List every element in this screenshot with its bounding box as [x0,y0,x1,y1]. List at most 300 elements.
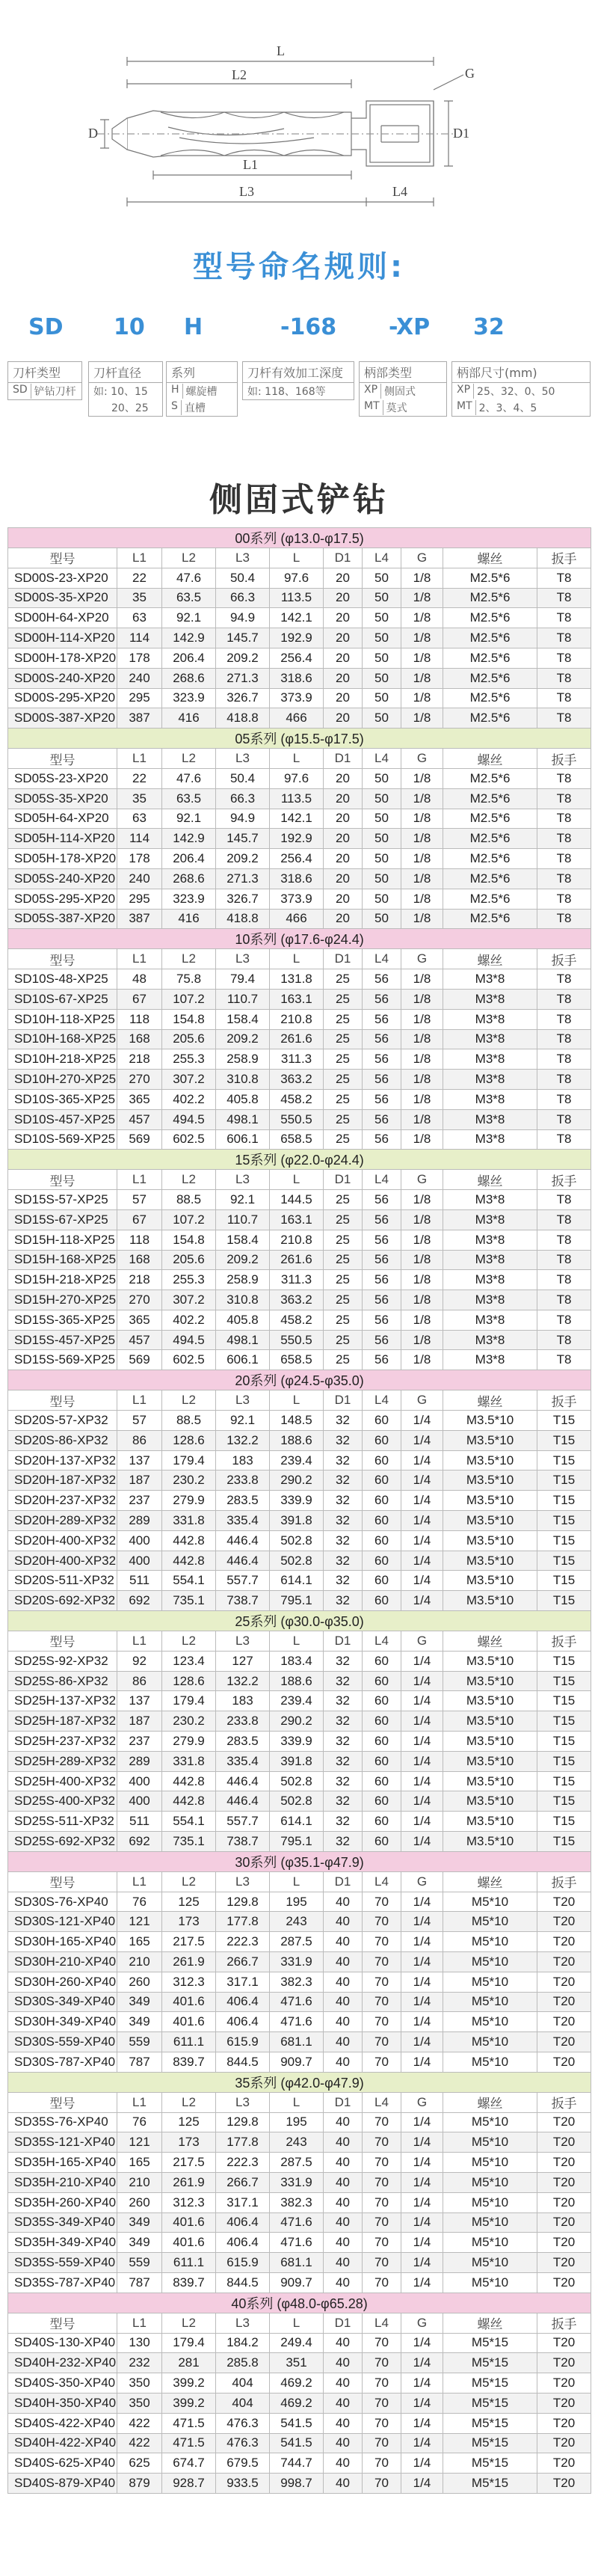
value-cell: T8 [537,568,591,588]
value-cell: 60 [363,1671,401,1691]
table-row [8,2112,591,2132]
value-cell: M3*8 [443,1270,537,1290]
value-cell: 50 [363,588,401,608]
value-cell: 50 [363,648,401,668]
value-cell: 40 [324,1992,363,2012]
value-cell: 40 [324,2373,363,2393]
value-cell: M2.5*6 [443,889,537,909]
value-cell: 192.9 [270,628,324,648]
value-cell: 142.1 [270,608,324,628]
model-cell: SD35S-121-XP40 [8,2132,117,2153]
value-cell: 209.2 [216,1250,270,1270]
value-cell: 50 [363,608,401,628]
value-cell: M2.5*6 [443,688,537,708]
value-cell: 70 [363,2333,401,2353]
model-cell: SD15S-57-XP25 [8,1190,117,1210]
value-cell: 1/8 [401,989,443,1009]
value-cell: 50 [363,768,401,788]
value-cell: 50 [363,849,401,869]
column-header: L [270,1170,324,1190]
value-cell: M5*15 [443,2433,537,2453]
dim-D1-label: D1 [453,126,469,141]
value-cell: 20 [324,668,363,688]
table-row [8,1250,591,1270]
value-cell: 40 [324,2112,363,2132]
model-cell: SD15S-365-XP25 [8,1310,117,1330]
box-value: 2、3、4、5 [478,402,537,414]
value-cell: 1/4 [401,2413,443,2433]
value-cell: 658.5 [270,1129,324,1150]
value-cell: 279.9 [162,1732,216,1752]
value-cell: 88.5 [162,1411,216,1431]
value-cell: 20 [324,849,363,869]
value-cell: 148.5 [270,1411,324,1431]
value-cell: 60 [363,1651,401,1671]
value-cell: 60 [363,1751,401,1771]
value-cell: 40 [324,2253,363,2273]
value-cell: T15 [537,1491,591,1511]
value-cell: 1/8 [401,809,443,829]
value-cell: 209.2 [216,849,270,869]
value-cell: 70 [363,1912,401,1932]
column-header: 扳手 [537,548,591,568]
value-cell: M5*10 [443,2012,537,2032]
value-cell: 1/8 [401,628,443,648]
value-cell: 1/4 [401,1832,443,1852]
series-title: 35系列 (φ42.0-φ47.9) [8,2072,591,2092]
model-cell: SD30H-165-XP40 [8,1932,117,1952]
value-cell: M3*8 [443,1350,537,1370]
value-cell: 498.1 [216,1330,270,1350]
column-header: L1 [117,548,162,568]
value-cell: 401.6 [162,2212,216,2233]
value-cell: 187 [117,1471,162,1491]
value-cell: 1/8 [401,829,443,849]
value-cell: 287.5 [270,1932,324,1952]
value-cell: 256.4 [270,648,324,668]
dim-L4-label: L4 [392,184,407,199]
value-cell: 498.1 [216,1109,270,1129]
value-cell: M2.5*6 [443,829,537,849]
column-header: L2 [162,1631,216,1652]
model-cell: SD35H-260-XP40 [8,2192,117,2212]
value-cell: 285.8 [216,2353,270,2373]
value-cell: 129.8 [216,1892,270,1912]
value-cell: 56 [363,1009,401,1029]
value-cell: 387 [117,909,162,929]
value-cell: M2.5*6 [443,708,537,729]
value-cell: 554.1 [162,1571,216,1591]
value-cell: 114 [117,829,162,849]
value-cell: 260 [117,1972,162,1992]
value-cell: 40 [324,2393,363,2413]
value-cell: 60 [363,1471,401,1491]
model-cell: SD40H-350-XP40 [8,2393,117,2413]
value-cell: M2.5*6 [443,909,537,929]
value-cell: 70 [363,2353,401,2373]
value-cell: 469.2 [270,2373,324,2393]
value-cell: 494.5 [162,1109,216,1129]
value-cell: 188.6 [270,1671,324,1691]
series-header-row [8,2072,591,2092]
value-cell: 249.4 [270,2333,324,2353]
series-title: 15系列 (φ22.0-φ24.4) [8,1150,591,1170]
column-header: L3 [216,1390,270,1411]
column-header: L [270,548,324,568]
value-cell: 787 [117,2272,162,2293]
value-cell: 1/8 [401,588,443,608]
table-row [8,1270,591,1290]
column-header: L3 [216,1871,270,1892]
model-cell: SD35S-349-XP40 [8,2212,117,2233]
value-cell: 692 [117,1832,162,1852]
value-cell: M5*10 [443,2212,537,2233]
model-cell: SD00S-240-XP20 [8,668,117,688]
value-cell: 32 [324,1450,363,1471]
table-row [8,2032,591,2052]
value-cell: 416 [162,909,216,929]
column-header: L4 [363,1390,401,1411]
value-cell: 56 [363,1190,401,1210]
value-cell: 20 [324,809,363,829]
value-cell: T20 [537,2453,591,2474]
value-cell: 406.4 [216,2212,270,2233]
value-cell: T8 [537,688,591,708]
value-cell: 40 [324,2333,363,2353]
value-cell: M2.5*6 [443,648,537,668]
model-cell: SD05S-387-XP20 [8,909,117,929]
model-cell: SD30H-260-XP40 [8,1972,117,1992]
value-cell: 614.1 [270,1812,324,1832]
box-key: XP [457,384,474,399]
value-cell: 32 [324,1411,363,1431]
box-value: 侧固式 [384,386,416,398]
value-cell: 363.2 [270,1070,324,1090]
value-cell: 511 [117,1571,162,1591]
value-cell: 401.6 [162,2012,216,2032]
value-cell: 839.7 [162,2272,216,2293]
value-cell: 70 [363,2453,401,2474]
table-row [8,1571,591,1591]
value-cell: 1/8 [401,1070,443,1090]
code-sd: SD [28,314,64,340]
table-row [8,909,591,929]
value-cell: T8 [537,1049,591,1070]
value-cell: 1/8 [401,1190,443,1210]
value-cell: 70 [363,2212,401,2233]
value-cell: M3.5*10 [443,1791,537,1812]
value-cell: 239.4 [270,1691,324,1711]
value-cell: 271.3 [216,868,270,889]
value-cell: 40 [324,2052,363,2072]
value-cell: 738.7 [216,1591,270,1611]
value-cell: T20 [537,2373,591,2393]
box-key: MT [364,400,383,415]
value-cell: 387 [117,708,162,729]
value-cell: 1/8 [401,688,443,708]
value-cell: 261.9 [162,2172,216,2192]
value-cell: M5*10 [443,1972,537,1992]
model-cell: SD25S-692-XP32 [8,1832,117,1852]
value-cell: 222.3 [216,1932,270,1952]
value-cell: 239.4 [270,1450,324,1471]
value-cell: 373.9 [270,688,324,708]
column-header: G [401,1871,443,1892]
value-cell: 56 [363,1109,401,1129]
value-cell: 1/8 [401,1049,443,1070]
value-cell: 25 [324,1250,363,1270]
column-header: 扳手 [537,949,591,969]
value-cell: T20 [537,2474,591,2494]
value-cell: T8 [537,1290,591,1310]
value-cell: 179.4 [162,2333,216,2353]
box-key: SD [13,384,31,399]
value-cell: 118 [117,1009,162,1029]
table-row [8,1732,591,1752]
value-cell: 66.3 [216,588,270,608]
value-cell: 70 [363,1932,401,1952]
value-cell: 218 [117,1270,162,1290]
box-value: 25、32、0、50 [477,386,555,398]
value-cell: 132.2 [216,1430,270,1450]
value-cell: 60 [363,1491,401,1511]
value-cell: 20 [324,608,363,628]
model-cell: SD00H-114-XP20 [8,628,117,648]
value-cell: 40 [324,2474,363,2494]
value-cell: 92.1 [216,1411,270,1431]
value-cell: 295 [117,889,162,909]
value-cell: T20 [537,1892,591,1912]
model-cell: SD10H-118-XP25 [8,1009,117,1029]
column-header: 螺丝 [443,1390,537,1411]
table-row [8,1350,591,1370]
value-cell: 457 [117,1330,162,1350]
table-row [8,1912,591,1932]
value-cell: T20 [537,2272,591,2293]
value-cell: 349 [117,2012,162,2032]
value-cell: M3.5*10 [443,1751,537,1771]
table-row [8,1832,591,1852]
value-cell: 56 [363,1270,401,1290]
box-value: 如: 118、168等 [247,386,326,398]
value-cell: 32 [324,1791,363,1812]
value-cell: 350 [117,2373,162,2393]
value-cell: T8 [537,1089,591,1109]
column-header: L [270,2092,324,2112]
value-cell: 339.9 [270,1491,324,1511]
table-row [8,1691,591,1711]
tool-drawing-svg [0,0,598,224]
model-cell: SD35S-559-XP40 [8,2253,117,2273]
value-cell: 625 [117,2453,162,2474]
value-cell: 56 [363,1230,401,1250]
value-cell: T20 [537,2112,591,2132]
value-cell: 1/4 [401,1430,443,1450]
model-cell: SD05H-178-XP20 [8,849,117,869]
value-cell: 97.6 [270,568,324,588]
value-cell: 290.2 [270,1471,324,1491]
value-cell: 1/4 [401,1591,443,1611]
value-cell: 844.5 [216,2052,270,2072]
value-cell: 471.5 [162,2413,216,2433]
series-header-row [8,1370,591,1390]
box-head: 系列 [167,362,237,383]
value-cell: 418.8 [216,708,270,729]
value-cell: T8 [537,1330,591,1350]
value-cell: 795.1 [270,1832,324,1852]
value-cell: 933.5 [216,2474,270,2494]
value-cell: 75.8 [162,969,216,990]
value-cell: 261.9 [162,1952,216,1972]
column-header: D1 [324,1170,363,1190]
value-cell: 311.3 [270,1270,324,1290]
value-cell: 559 [117,2253,162,2273]
value-cell: 128.6 [162,1671,216,1691]
value-cell: 1/4 [401,2333,443,2353]
column-header: 螺丝 [443,749,537,769]
value-cell: M2.5*6 [443,809,537,829]
value-cell: M3*8 [443,1129,537,1150]
value-cell: 20 [324,889,363,909]
value-cell: T8 [537,628,591,648]
value-cell: 1/8 [401,708,443,729]
value-cell: 60 [363,1711,401,1732]
value-cell: 406.4 [216,2233,270,2253]
value-cell: 86 [117,1430,162,1450]
table-row [8,2253,591,2273]
value-cell: 35 [117,788,162,809]
value-cell: T15 [537,1430,591,1450]
value-cell: 658.5 [270,1350,324,1370]
value-cell: 279.9 [162,1491,216,1511]
value-cell: 1/4 [401,2253,443,2273]
value-cell: 611.1 [162,2032,216,2052]
column-header: 扳手 [537,1390,591,1411]
value-cell: 674.7 [162,2453,216,2474]
model-cell: SD20H-137-XP32 [8,1450,117,1471]
table-row [8,2192,591,2212]
value-cell: 217.5 [162,1932,216,1952]
value-cell: 129.8 [216,2112,270,2132]
model-cell: SD40S-879-XP40 [8,2474,117,2494]
value-cell: T15 [537,1551,591,1571]
table-row [8,989,591,1009]
value-cell: 1/8 [401,909,443,929]
column-header: L3 [216,2092,270,2112]
value-cell: 557.7 [216,1812,270,1832]
value-cell: 318.6 [270,868,324,889]
value-cell: 76 [117,1892,162,1912]
value-cell: 154.8 [162,1009,216,1029]
value-cell: 559 [117,2032,162,2052]
value-cell: 50 [363,868,401,889]
value-cell: 79.4 [216,969,270,990]
value-cell: 183 [216,1450,270,1471]
value-cell: M5*10 [443,1912,537,1932]
value-cell: 50 [363,809,401,829]
value-cell: T8 [537,608,591,628]
value-cell: M5*15 [443,2474,537,2494]
value-cell: 744.7 [270,2453,324,2474]
value-cell: 25 [324,1209,363,1230]
value-cell: 60 [363,1551,401,1571]
value-cell: T8 [537,1070,591,1090]
value-cell: 40 [324,2413,363,2433]
column-header: L4 [363,949,401,969]
value-cell: 113.5 [270,788,324,809]
value-cell: M3*8 [443,1230,537,1250]
value-cell: 110.7 [216,989,270,1009]
column-header: 螺丝 [443,2313,537,2333]
value-cell: 67 [117,989,162,1009]
value-cell: 1/8 [401,1350,443,1370]
value-cell: 70 [363,1892,401,1912]
column-header: D1 [324,749,363,769]
table-row [8,768,591,788]
naming-rule-title: 型号命名规则: [193,250,405,284]
value-cell: 258.9 [216,1270,270,1290]
model-cell: SD00S-295-XP20 [8,688,117,708]
value-cell: 50 [363,708,401,729]
value-cell: 25 [324,1330,363,1350]
value-cell: 681.1 [270,2253,324,2273]
value-cell: 56 [363,1070,401,1090]
value-cell: 125 [162,1892,216,1912]
value-cell: 70 [363,1952,401,1972]
value-cell: 1/4 [401,1671,443,1691]
value-cell: 1/4 [401,2132,443,2153]
value-cell: M5*15 [443,2353,537,2373]
value-cell: M3*8 [443,1109,537,1129]
value-cell: 137 [117,1450,162,1471]
value-cell: 22 [117,768,162,788]
value-cell: 168 [117,1250,162,1270]
value-cell: 50 [363,909,401,929]
value-cell: 195 [270,1892,324,1912]
value-cell: 35 [117,588,162,608]
value-cell: M3*8 [443,1330,537,1350]
value-cell: 679.5 [216,2453,270,2474]
value-cell: 1/8 [401,1089,443,1109]
value-cell: 1/4 [401,2474,443,2494]
value-cell: 550.5 [270,1109,324,1129]
column-header: L3 [216,2313,270,2333]
value-cell: 70 [363,2052,401,2072]
value-cell: 879 [117,2474,162,2494]
value-cell: 692 [117,1591,162,1611]
value-cell: 442.8 [162,1771,216,1791]
value-cell: 192.9 [270,829,324,849]
table-row [8,889,591,909]
value-cell: 494.5 [162,1330,216,1350]
value-cell: 240 [117,868,162,889]
value-cell: M5*10 [443,2272,537,2293]
model-cell: SD15S-457-XP25 [8,1330,117,1350]
value-cell: M5*15 [443,2413,537,2433]
model-cell: SD10H-270-XP25 [8,1070,117,1090]
value-cell: 205.6 [162,1250,216,1270]
value-cell: 22 [117,568,162,588]
value-cell: 1/8 [401,868,443,889]
value-cell: 365 [117,1089,162,1109]
table-row [8,1129,591,1150]
value-cell: 183.4 [270,1651,324,1671]
value-cell: 32 [324,1651,363,1671]
value-cell: 349 [117,1992,162,2012]
column-header: L2 [162,1390,216,1411]
value-cell: M2.5*6 [443,568,537,588]
value-cell: 1/8 [401,568,443,588]
